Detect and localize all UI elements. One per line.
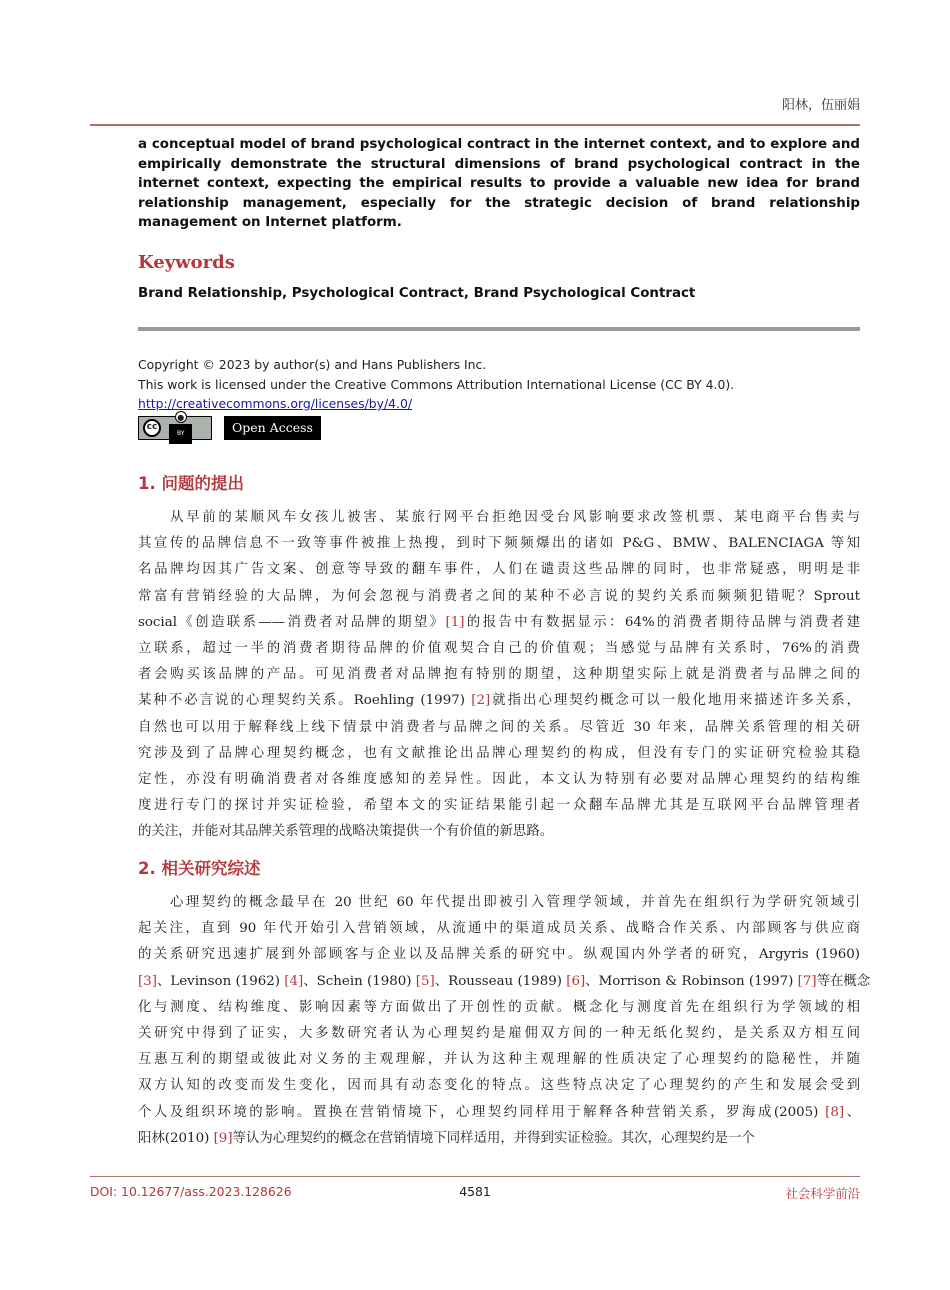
paragraph-line: 从早前的某顺风车女孩儿被害、某旅行网平台拒绝因受台风影响要求改签机票、某电商平台售卖与 <box>170 510 860 525</box>
abstract-tail: a conceptual model of brand psychological contract in the internet context, and to explore and empirically demonstrate the structural dimensions of brand psychological contract in the internet context, expecting the empirical results to provide a valuable new idea for brand relationship management, especially for the strategic decision of brand relationship management on Internet platform. <box>138 137 860 231</box>
page-header-authors: 阳林，伍丽娟 <box>781 98 860 113</box>
by-label: BY <box>169 424 192 444</box>
section-2-heading: 2. 相关研究综述 <box>138 859 261 878</box>
citation-ref[interactable]: [9] <box>213 1130 233 1146</box>
license-badges <box>138 412 860 440</box>
footer-rule <box>90 1176 860 1177</box>
keywords-text: Brand Relationship, Psychological Contract, Brand Psychological Contract <box>138 286 696 301</box>
by-icon <box>169 411 192 444</box>
cc-icon: cc <box>143 419 161 437</box>
paragraph-line: 自然也可以用于解释线上线下情景中消费者与品牌之间的关系。尽管近 30 年来，品牌关系管理的相关研 <box>138 719 860 735</box>
footer-page-number: 4581 <box>459 1184 491 1199</box>
license-link[interactable]: http://creativecommons.org/licenses/by/4.0/ <box>138 396 413 411</box>
paragraph-line: 其宣传的品牌信息不一致等事件被推上热搜，到时下频频爆出的诸如 P&G、BMW、BALENCIAGA 等知 <box>138 536 860 552</box>
footer-journal-name: 社会科学前沿 <box>785 1186 860 1201</box>
header-rule <box>90 124 860 126</box>
paragraph-line: 个人及组织环境的影响。置换在营销情境下，心理契约同样用于解释各种营销关系，罗海成(2005) [8]、 <box>138 1104 861 1120</box>
paragraph-line: 究涉及到了品牌心理契约概念，也有文献推论出品牌心理契约的构成，但没有专门的实证研究检验其稳 <box>138 745 860 761</box>
paragraph-line: 的关注，并能对其品牌关系管理的战略决策提供一个有价值的新思路。 <box>138 824 554 840</box>
paragraph-line: social《创造联系——消费者对品牌的期望》[1]的报告中有数据显示：64%的消费者期待品牌与消费者建 <box>138 614 860 630</box>
paragraph-line: 阳林(2010) [9]等认为心理契约的概念在营销情境下同样适用，并得到实证检验。其次，心理契约是一个 <box>138 1130 755 1146</box>
paragraph-line: 名品牌均因其广告文案、创意等导致的翻车事件，人们在谴责这些品牌的同时，也非常疑惑，明明是非 <box>138 562 860 578</box>
section-divider <box>138 327 860 331</box>
citation-ref[interactable]: [7] <box>797 973 817 989</box>
citation-ref[interactable]: [1] <box>445 614 465 630</box>
person-icon: ● <box>175 411 187 423</box>
section-2-paragraph <box>138 890 871 1152</box>
paragraph-line: 互惠互利的期望或彼此对义务的主观理解，并认为这种主观理解的性质决定了心理契约的隐秘性，并随 <box>138 1052 860 1068</box>
section-1-heading: 1. 问题的提出 <box>138 474 244 493</box>
citation-ref[interactable]: [3] <box>138 973 157 989</box>
paragraph-line: 起关注，直到 90 年代开始引入营销领域，从流通中的渠道成员关系、战略合作关系、内部顾客与供应商 <box>138 921 860 937</box>
cc-by-badge[interactable] <box>138 412 212 440</box>
citation-ref[interactable]: [2] <box>471 693 491 709</box>
citation-ref[interactable]: [6] <box>566 973 586 989</box>
paragraph-line: 常富有营销经验的大品牌，为何会忽视与消费者之间的某种不必言说的契约关系而频频犯错呢？Sprout <box>138 588 860 604</box>
license-statement: This work is licensed under the Creative Commons Attribution International License (CC BY 4.0). <box>138 376 735 392</box>
paragraph-line: 者会购买该品牌的产品。可见消费者对品牌抱有特别的期望，这种期望实际上就是消费者与品牌之间的 <box>138 667 860 683</box>
paragraph-line: [3]、Levinson (1962) [4]、Schein (1980) [5]、Rousseau (1989) [6]、Morrison & Robinson (1997) [7]等在概念 <box>138 973 871 989</box>
paragraph-line: 某种不必言说的心理契约关系。Roehling (1997) [2]就指出心理契约概念可以一般化地用来描述许多关系， <box>138 693 861 709</box>
copyright-line: Copyright © 2023 by author(s) and Hans Publishers Inc. <box>138 357 487 372</box>
paragraph-line: 的关系研究迅速扩展到外部顾客与企业以及品牌关系的研究中。纵观国内外学者的研究，Argyris (1960) <box>138 947 860 963</box>
citation-ref[interactable]: [4] <box>284 973 304 989</box>
paragraph-line: 心理契约的概念最早在 20 世纪 60 年代提出即被引入管理学领域，并首先在组织行为学研究领域引 <box>170 895 860 910</box>
paragraph-line: 立联系，超过一半的消费者期待品牌的价值观契合自己的价值观；当感觉与品牌有关系时，76%的消费 <box>138 641 860 657</box>
paragraph-line: 度进行专门的探讨并实证检验，希望本文的实证结果能引起一众翻车品牌尤其是互联网平台品牌管理者 <box>138 798 860 814</box>
paragraph-line: 定性，亦没有明确消费者对各维度感知的差异性。因此，本文认为特别有必要对品牌心理契约的结构维 <box>138 772 860 788</box>
citation-ref[interactable]: [8] <box>825 1104 845 1120</box>
paragraph-line: 双方认知的改变而发生变化，因而具有动态变化的特点。这些特点决定了心理契约的产生和发展会受到 <box>138 1078 860 1094</box>
section-1-paragraph <box>138 505 860 846</box>
open-access-badge[interactable]: Open Access <box>224 416 321 440</box>
footer-doi: DOI: 10.12677/ass.2023.128626 <box>90 1184 292 1199</box>
citation-ref[interactable]: [5] <box>415 973 435 989</box>
license-block <box>138 355 860 440</box>
paragraph-line: 关研究中得到了证实，大多数研究者认为心理契约是雇佣双方间的一种无纸化契约，是关系双方相互间 <box>138 1026 860 1042</box>
keywords-heading: Keywords <box>138 252 235 273</box>
paragraph-line: 化与测度、结构维度、影响因素等方面做出了开创性的贡献。概念化与测度首先在组织行为学领域的相 <box>138 999 860 1015</box>
